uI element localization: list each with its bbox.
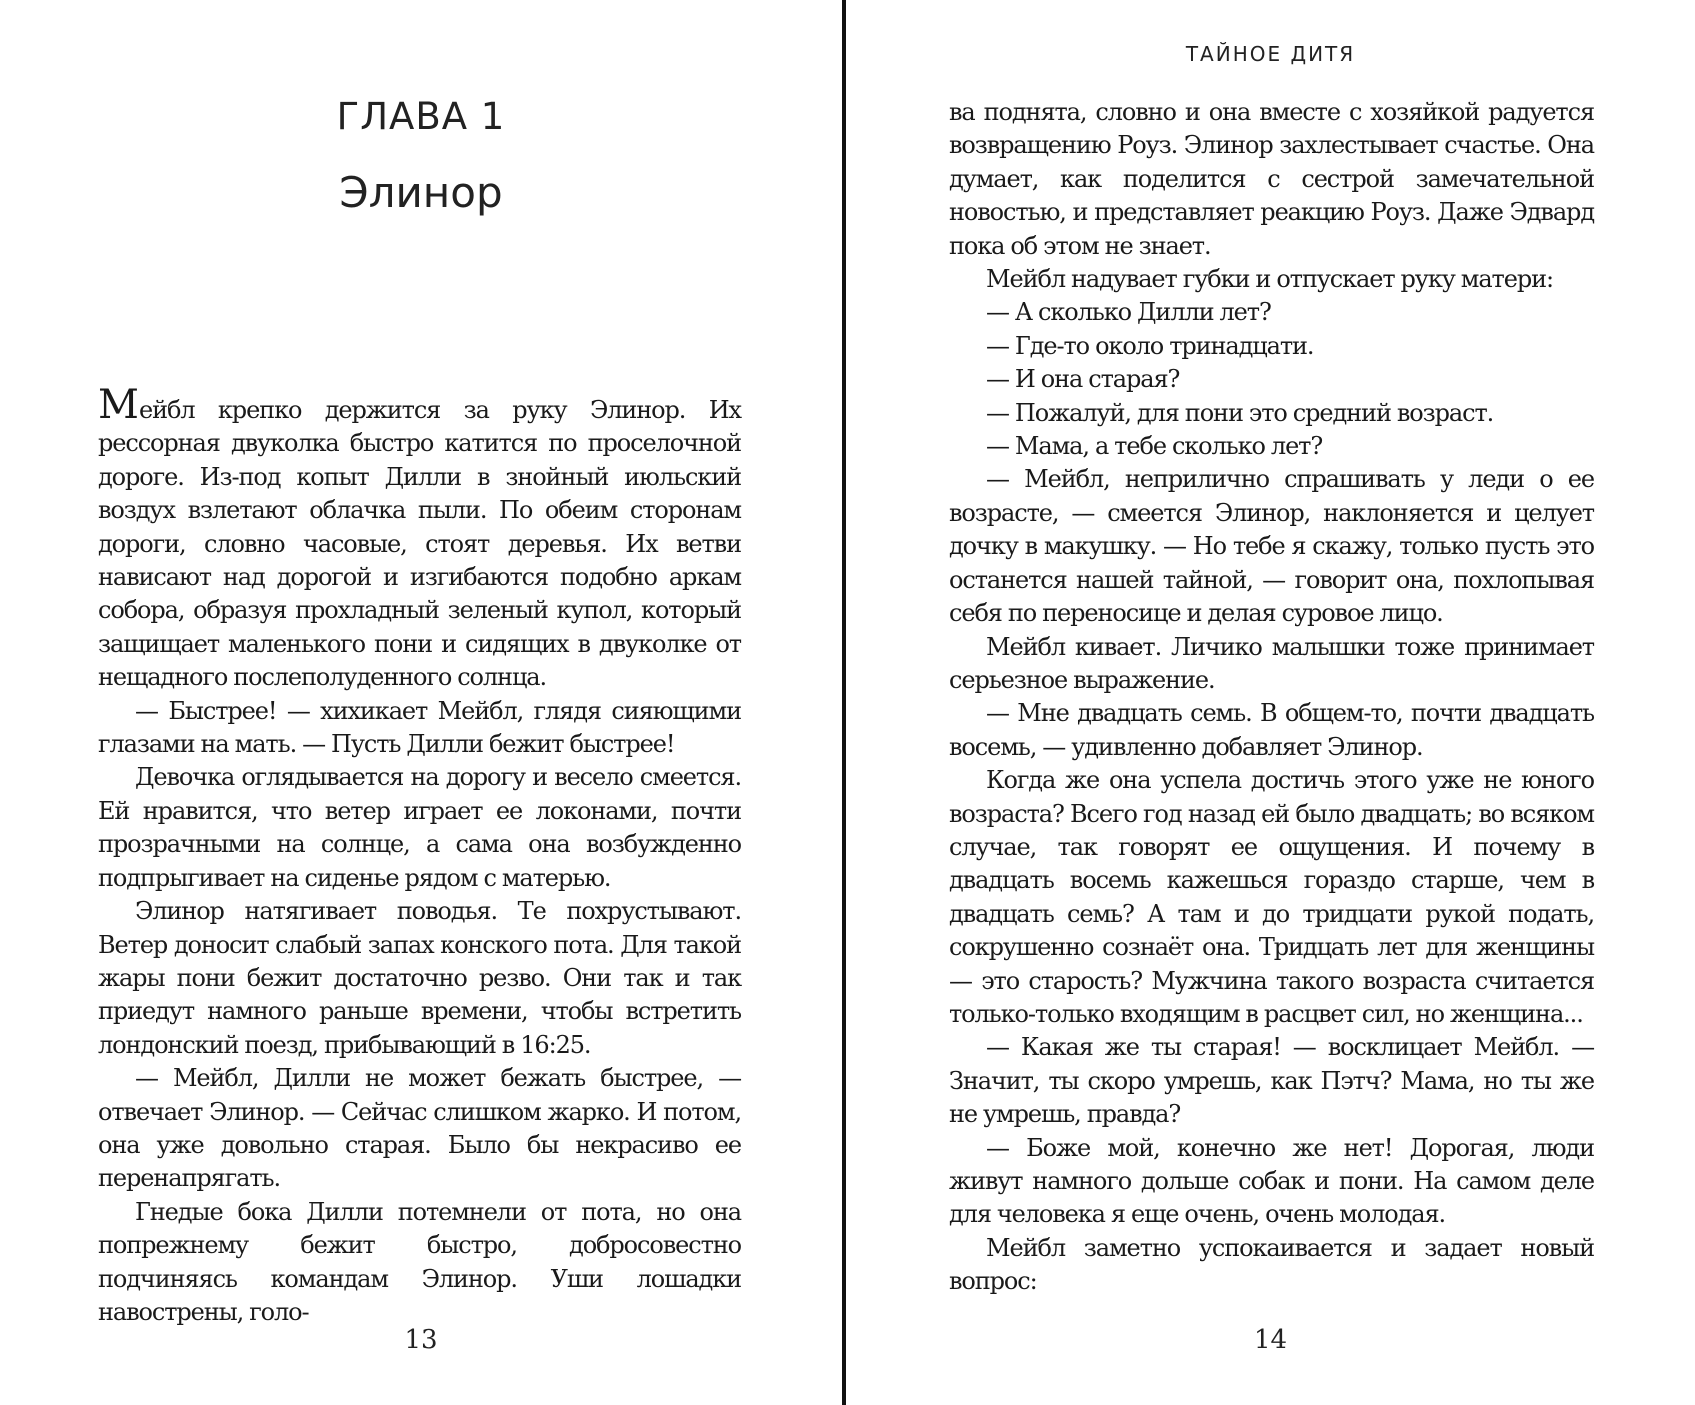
paragraph: Мейбл заметно успокаивается и задает новый вопрос: — [949, 1233, 1594, 1296]
paragraph: — Мейбл, Дилли не может бежать быстрее, — отвечает Элинор. — Сейчас слишком жарко. И потом, она уже довольно старая. Было бы некрасиво ее перенапрягать. — [98, 1064, 741, 1193]
paragraph: — Где-то около тринадцати. — [986, 331, 1314, 360]
paragraph: — Быстрее! — хихикает Мейбл, глядя сияющими глазами на мать. — Пусть Дилли бежит быстрее! — [98, 696, 741, 759]
chapter-title: Элинор — [339, 168, 503, 217]
paragraph: — И она старая? — [986, 365, 1180, 394]
paragraph: Элинор натягивает поводья. Те похрустывают. Ветер доносит слабый запах конского пота. Для такой жары пони бежит достаточно резво. Они так и так приедут намного раньше времени, чтобы встретить лондонский поезд, прибывающий в 16:25. — [98, 897, 741, 1059]
left-page-body — [98, 382, 741, 1329]
page-number: 14 — [1253, 1325, 1288, 1355]
paragraph: Девочка оглядывается на дорогу и весело смеется. Ей нравится, что ветер играет ее локонами, почти прозрачными на солнце, а сама она возбужденно подпрыгивает на сиденье рядом с матерью. — [98, 763, 741, 892]
page-number: 13 — [404, 1325, 438, 1355]
paragraph: Мейбл надувает губки и отпускает руку матери: — [986, 265, 1553, 294]
paragraph: Мейбл кивает. Личико малышки тоже принимает серьезное выражение. — [949, 632, 1594, 694]
paragraph-text: ейбл крепко держится за руку Элинор. Их рессорная двуколка быстро катится по проселочной дороге. Из-под копыт Дилли в знойный июльский воздух взлетают облачка пыли. По обеим сторонам дороги, словно часовые, стоят деревья. Их ветви нависают над дорогой и изгибаются подобно аркам собора, образуя прохладный зеленый купол, который защищает маленького пони и сидящих в двуколке от нещадного послеполуденного солнца. — [98, 396, 741, 692]
paragraph: — Мейбл, неприлично спрашивать у леди о ее возрасте, — смеется Элинор, наклоняется и целует дочку в макушку. — Но тебе я скажу, только пусть это останется нашей тайной, — говорит она, похлопывая себя по переносице и делая суровое лицо. — [949, 465, 1594, 628]
paragraph: — Мама, а тебе сколько лет? — [986, 432, 1323, 461]
left-page — [0, 0, 842, 1405]
drop-cap: М — [98, 382, 139, 428]
paragraph: — Какая же ты старая! — восклицает Мейбл. — Значит, ты скоро умрешь, как Пэтч? Мама, но ты же не умрешь, правда? — [949, 1033, 1594, 1129]
right-page — [846, 0, 1695, 1405]
chapter-label: ГЛАВА 1 — [336, 95, 506, 138]
paragraph — [98, 382, 741, 695]
paragraph: — А сколько Дилли лет? — [986, 298, 1271, 327]
paragraph: — Пожалуй, для пони это средний возраст. — [986, 398, 1494, 427]
right-page-body — [949, 96, 1594, 1299]
running-head: ТАЙНОЕ ДИТЯ — [1185, 42, 1356, 66]
paragraph: Когда же она успела достичь этого уже не юного возраста? Всего год назад ей было двадцать; во всяком случае, так говорят ее ощущения. И почему в двадцать восемь кажешься гораздо старше, чем в двадцать семь? А там и до тридцати рукой подать, сокрушенно сознаёт она. Тридцать лет для женщины — это старость? Мужчина такого возраста считается только-только входящим в расцвет сил, но женщина... — [949, 766, 1594, 1028]
paragraph: Гнедые бока Дилли потемнели от пота, но она попрежнему бежит быстро, добросовестно подчиняясь командам Элинор. Уши лошадки навострены, голо- — [98, 1197, 741, 1326]
paragraph: — Мне двадцать семь. В общем-то, почти двадцать восемь, — удивленно добавляет Элинор. — [949, 699, 1594, 761]
paragraph-continuation: ва поднята, словно и она вместе с хозяйкой радуется возвращению Роуз. Элинор захлестывает счастье. Она думает, как поделится с сестрой замечательной новостью, и представляет реакцию Роуз. Даже Эдвард пока об этом не знает. — [949, 98, 1594, 260]
paragraph: — Боже мой, конечно же нет! Дорогая, люди живут намного дольше собак и пони. На самом деле для человека я еще очень, очень молодая. — [949, 1133, 1594, 1229]
